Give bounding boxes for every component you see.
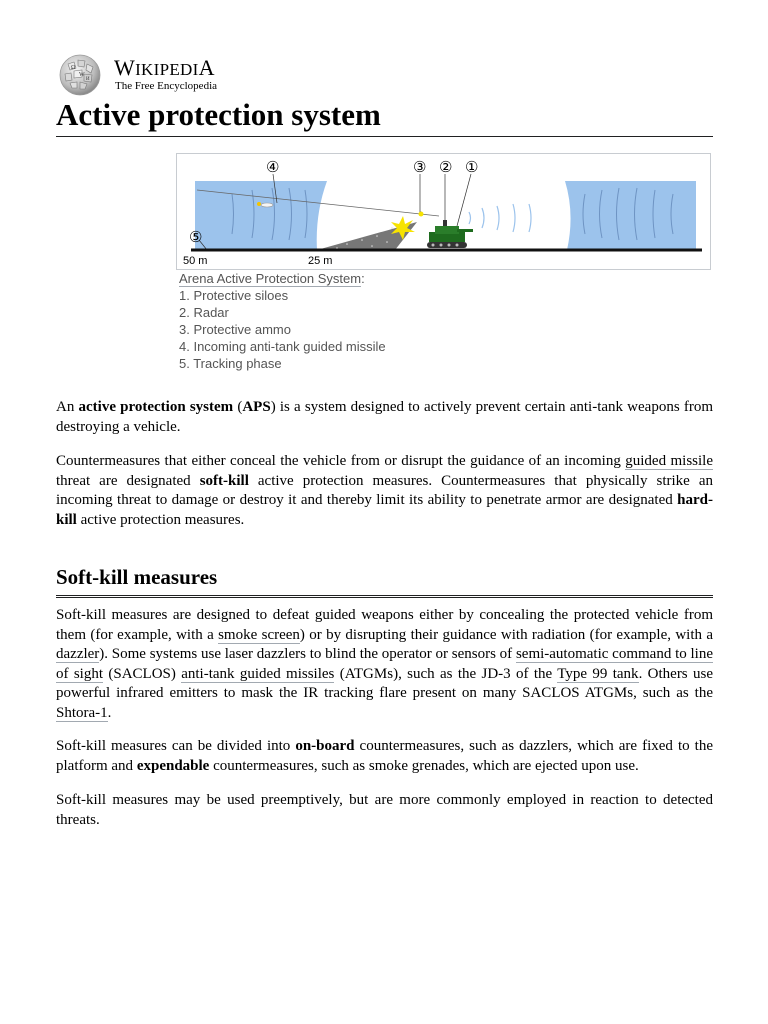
link-atgm[interactable]: anti-tank guided missiles bbox=[181, 665, 335, 682]
link-type-99-tank[interactable]: Type 99 tank bbox=[557, 665, 639, 682]
diagram-svg bbox=[177, 154, 710, 269]
section-heading-soft-kill: Soft-kill measures bbox=[56, 563, 713, 598]
intro-paragraph-1: An active protection system (APS) is a system designed to actively prevent certain anti-tank weapons from destroying a vehicle. bbox=[56, 399, 713, 435]
caption-list bbox=[179, 287, 386, 372]
callout-5: ⑤ bbox=[189, 229, 203, 246]
caption-item: 3. Protective ammo bbox=[179, 322, 291, 337]
callout-4: ④ bbox=[266, 159, 280, 176]
svg-text:И: И bbox=[86, 77, 90, 82]
distance-25m: 25 m bbox=[308, 255, 333, 267]
wikipedia-logo[interactable] bbox=[56, 54, 256, 96]
svg-text:W: W bbox=[79, 72, 85, 78]
caption-item: 1. Protective siloes bbox=[179, 288, 289, 303]
link-guided-missile[interactable]: guided missile bbox=[625, 453, 714, 469]
intro-paragraph-2: Countermeasures that either conceal the vehicle from or disrupt the guidance of an incoming guided missile threat are designated soft-kill active protection measures. Countermeasures that physically strike an incoming threat to damage or destroy it and thereby limit its ability to penetrate armor are designated hard-kill active protection measures. bbox=[56, 453, 714, 528]
wikipedia-globe-icon bbox=[56, 54, 104, 96]
link-shtora-1[interactable]: Shtora-1 bbox=[56, 704, 108, 721]
svg-text:Ω: Ω bbox=[71, 65, 76, 71]
caption-item: 4. Incoming anti-tank guided missile bbox=[179, 339, 386, 354]
arena-aps-diagram[interactable] bbox=[176, 153, 711, 270]
caption-item: 2. Radar bbox=[179, 305, 229, 320]
callout-3: ③ bbox=[413, 159, 427, 176]
link-dazzler[interactable]: dazzler bbox=[56, 646, 100, 662]
caption-link[interactable]: Arena Active Protection System bbox=[179, 271, 362, 286]
soft-kill-paragraph-3: Soft-kill measures may be used preemptively, but are more commonly employed in reaction to detected threats. bbox=[56, 792, 713, 828]
link-saclos[interactable]: semi-automatic command to line of sight bbox=[56, 646, 713, 682]
figure-caption: Arena Active Protection System: 1. Protective siloes 2. Radar 3. Protective ammo 4. Incoming anti-tank guided missile 5. Tracking phase bbox=[179, 271, 386, 371]
distance-50m: 50 m bbox=[183, 255, 208, 267]
right-silo-zone bbox=[565, 181, 696, 250]
callout-1: ① bbox=[465, 159, 479, 176]
callout-2: ② bbox=[439, 159, 453, 176]
caption-item: 5. Tracking phase bbox=[179, 356, 282, 371]
tank-icon bbox=[427, 220, 473, 248]
tagline: The Free Encyclopedia bbox=[115, 80, 218, 92]
soft-kill-paragraph-1: Soft-kill measures are designed to defeat guided weapons either by concealing the protected vehicle from them (for example, with a smoke screen) or by disrupting their guidance with radiation (for example, with a dazzler). Some systems use laser dazzlers to blind the operator or sensors of semi-automatic command to line of sight (SACLOS) anti-tank guided missiles (ATGMs), such as the JD-3 of the Type 99 tank. Others use powerful infrared emitters to mask the IR tracking flare present on many SACLOS ATGMs, such as the Shtora-1. bbox=[56, 607, 713, 721]
soft-kill-paragraph-2: Soft-kill measures can be divided into on-board countermeasures, such as dazzlers, which are fixed to the platform and expendable countermeasures, such as smoke grenades, which are ejected upon use. bbox=[56, 738, 713, 774]
link-smoke-screen[interactable]: smoke screen bbox=[218, 626, 300, 643]
wordmark: WIKIPEDIA bbox=[114, 55, 215, 80]
page-title: Active protection system bbox=[56, 95, 713, 137]
